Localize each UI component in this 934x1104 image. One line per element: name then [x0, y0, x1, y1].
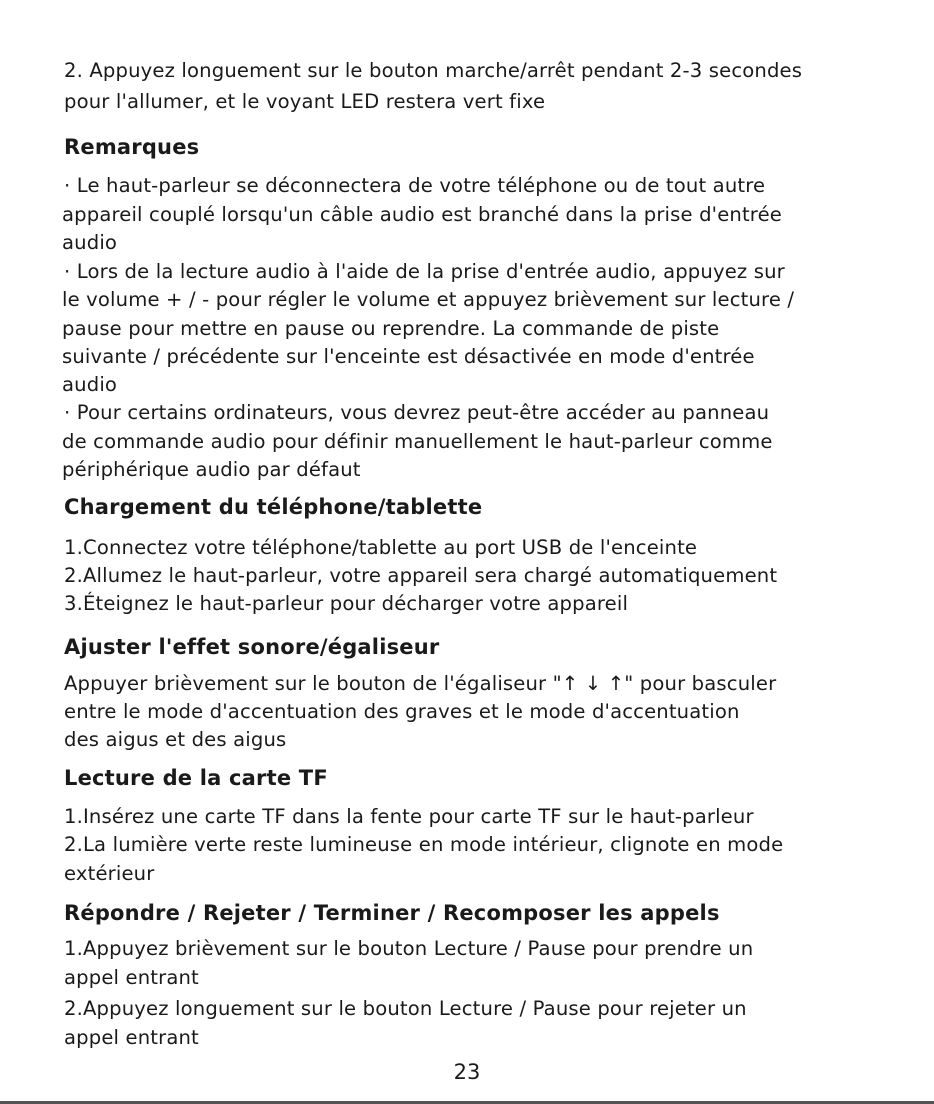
egaliseur-line: entre le mode d'accentuation des graves et le mode d'accentuation: [64, 700, 740, 723]
chargement-line: 3.Éteignez le haut-parleur pour décharger votre appareil: [64, 592, 629, 615]
page-number: 23: [453, 1060, 481, 1084]
appels-line: 2.Appuyez longuement sur le bouton Lecture / Pause pour rejeter un: [64, 997, 747, 1020]
remarques-line: appareil couplé lorsqu'un câble audio est branché dans la prise d'entrée: [62, 203, 782, 226]
section-heading-chargement: Chargement du téléphone/tablette: [64, 495, 483, 519]
chargement-line: 2.Allumez le haut-parleur, votre appareil sera chargé automatiquement: [64, 564, 778, 587]
intro-line: pour l'allumer, et le voyant LED restera vert fixe: [64, 90, 546, 113]
section-heading-egaliseur: Ajuster l'effet sonore/égaliseur: [64, 635, 440, 659]
carte-tf-line: extérieur: [64, 862, 155, 885]
carte-tf-line: 2.La lumière verte reste lumineuse en mode intérieur, clignote en mode: [64, 833, 784, 856]
egaliseur-line: Appuyer brièvement sur le bouton de l'égaliseur "↑ ↓ ↑" pour basculer: [64, 672, 777, 695]
remarques-line: de commande audio pour définir manuellement le haut-parleur comme: [62, 430, 773, 453]
section-heading-carte-tf: Lecture de la carte TF: [64, 766, 328, 790]
remarques-line: · Lors de la lecture audio à l'aide de la prise d'entrée audio, appuyez sur: [64, 260, 785, 283]
remarques-line: audio: [62, 373, 118, 396]
remarques-line: · Le haut-parleur se déconnectera de votre téléphone ou de tout autre: [64, 174, 766, 197]
appels-line: 1.Appuyez brièvement sur le bouton Lecture / Pause pour prendre un: [64, 937, 754, 960]
remarques-line: le volume + / - pour régler le volume et appuyez brièvement sur lecture /: [62, 288, 795, 311]
carte-tf-line: 1.Insérez une carte TF dans la fente pour carte TF sur le haut-parleur: [64, 805, 754, 828]
appels-line: appel entrant: [64, 1026, 199, 1049]
remarques-line: · Pour certains ordinateurs, vous devrez peut-être accéder au panneau: [64, 401, 770, 424]
appels-line: appel entrant: [64, 966, 199, 989]
remarques-line: suivante / précédente sur l'enceinte est désactivée en mode d'entrée: [62, 345, 755, 368]
chargement-line: 1.Connectez votre téléphone/tablette au port USB de l'enceinte: [64, 536, 698, 559]
section-heading-appels: Répondre / Rejeter / Terminer / Recomposer les appels: [64, 901, 720, 925]
egaliseur-line: des aigus et des aigus: [64, 728, 287, 751]
remarques-line: pause pour mettre en pause ou reprendre. La commande de piste: [62, 317, 720, 340]
intro-line: 2. Appuyez longuement sur le bouton marche/arrêt pendant 2-3 secondes: [64, 59, 803, 82]
remarques-line: périphérique audio par défaut: [62, 458, 361, 481]
section-heading-remarques: Remarques: [64, 135, 200, 159]
remarques-line: audio: [62, 231, 118, 254]
